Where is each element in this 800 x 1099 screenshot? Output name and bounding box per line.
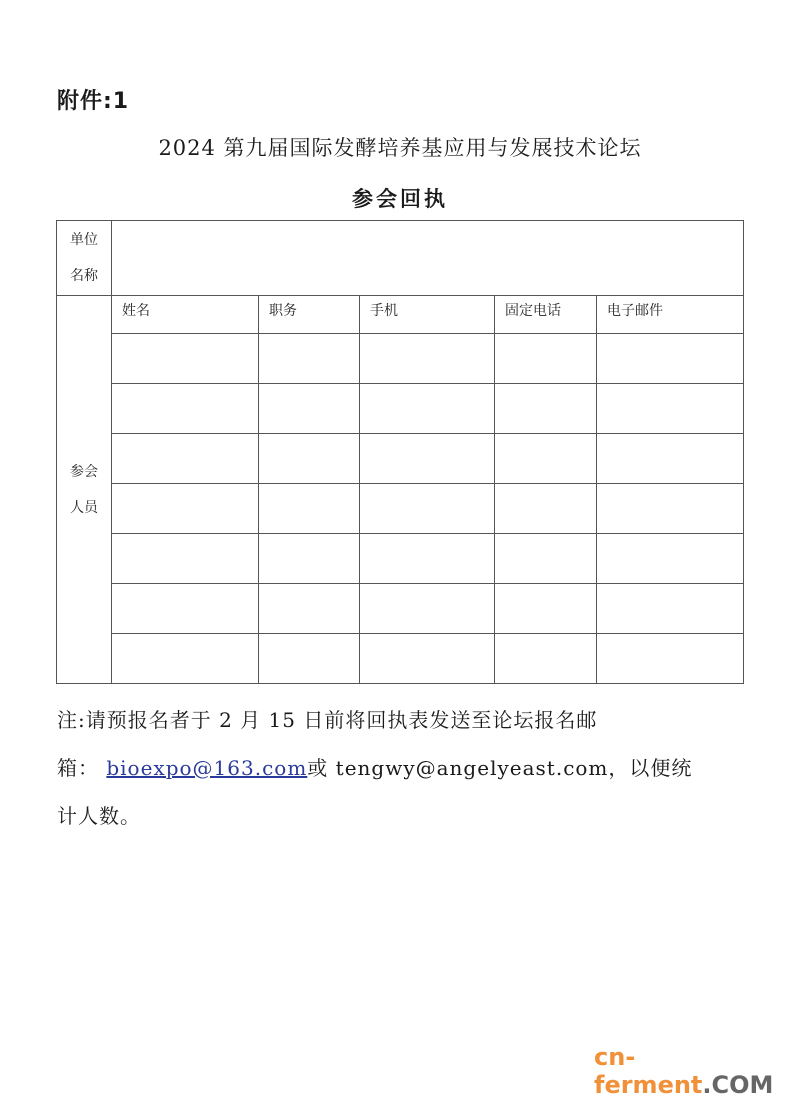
position-cell[interactable] (259, 434, 360, 484)
table-row (57, 334, 744, 384)
mobile-cell[interactable] (360, 634, 495, 684)
position-cell[interactable] (259, 534, 360, 584)
column-header-email: 电子邮件 (597, 296, 744, 334)
name-cell[interactable] (112, 634, 259, 684)
registration-note (57, 696, 737, 840)
email-cell[interactable] (597, 534, 744, 584)
registration-form-table (56, 220, 744, 684)
position-cell[interactable] (259, 484, 360, 534)
email-cell[interactable] (597, 384, 744, 434)
column-header-mobile: 手机 (360, 296, 495, 334)
column-header-name: 姓名 (112, 296, 259, 334)
mobile-cell[interactable] (360, 434, 495, 484)
unit-name-label: 单位 名称 (57, 221, 112, 296)
email-cell[interactable] (597, 634, 744, 684)
email-cell[interactable] (597, 584, 744, 634)
note-line-1: 注:请预报名者于 2 月 15 日前将回执表发送至论坛报名邮 (57, 708, 598, 732)
table-row (57, 484, 744, 534)
name-cell[interactable] (112, 484, 259, 534)
position-cell[interactable] (259, 384, 360, 434)
column-header-landline: 固定电话 (495, 296, 597, 334)
email-link-bioexpo[interactable]: bioexpo@163.com (106, 756, 308, 780)
mobile-cell[interactable] (360, 484, 495, 534)
email-text-angelyeast: tengwy@angelyeast.com (335, 756, 609, 780)
landline-cell[interactable] (495, 584, 597, 634)
landline-cell[interactable] (495, 484, 597, 534)
email-cell[interactable] (597, 434, 744, 484)
document-subtitle: 参会回执 (352, 187, 448, 211)
name-cell[interactable] (112, 534, 259, 584)
column-header-position: 职务 (259, 296, 360, 334)
table-row (57, 434, 744, 484)
attachment-label: 附件:1 (57, 89, 130, 114)
email-cell[interactable] (597, 334, 744, 384)
email-cell[interactable] (597, 484, 744, 534)
note-line-3: 计人数。 (57, 804, 141, 828)
position-cell[interactable] (259, 334, 360, 384)
landline-cell[interactable] (495, 334, 597, 384)
name-cell[interactable] (112, 584, 259, 634)
table-row (57, 384, 744, 434)
name-cell[interactable] (112, 334, 259, 384)
position-cell[interactable] (259, 634, 360, 684)
mobile-cell[interactable] (360, 334, 495, 384)
watermark-logo: cn-ferment.COM (594, 1043, 774, 1099)
attendees-label: 参会 人员 (57, 296, 112, 684)
mobile-cell[interactable] (360, 384, 495, 434)
table-row (57, 584, 744, 634)
landline-cell[interactable] (495, 434, 597, 484)
table-row (57, 534, 744, 584)
landline-cell[interactable] (495, 634, 597, 684)
unit-name-field[interactable] (112, 221, 744, 296)
document-title: 2024 第九届国际发酵培养基应用与发展技术论坛 (158, 136, 642, 160)
note-line-2: 箱： bioexpo@163.com或 tengwy@angelyeast.com，以便统 (57, 756, 693, 780)
landline-cell[interactable] (495, 384, 597, 434)
name-cell[interactable] (112, 384, 259, 434)
position-cell[interactable] (259, 584, 360, 634)
mobile-cell[interactable] (360, 534, 495, 584)
table-row (57, 634, 744, 684)
landline-cell[interactable] (495, 534, 597, 584)
name-cell[interactable] (112, 434, 259, 484)
mobile-cell[interactable] (360, 584, 495, 634)
